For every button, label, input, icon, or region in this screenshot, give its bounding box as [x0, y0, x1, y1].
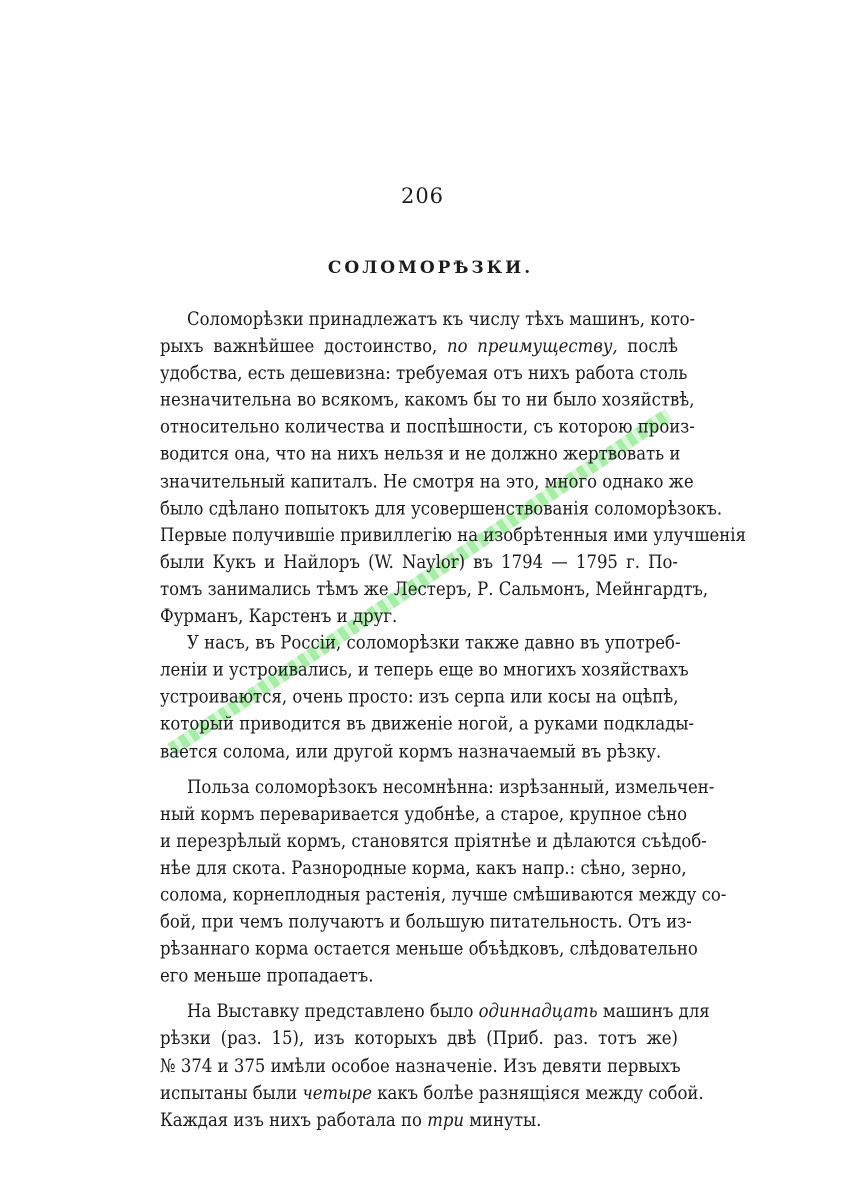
text-line: На Выставку представлено было одиннадцать машинъ для — [187, 1000, 710, 1023]
text-line: его меньше пропадаетъ. — [160, 964, 374, 987]
text-line: водится она, что на нихъ нельзя и не должно жертвовать и — [160, 443, 681, 465]
text-line: Соломорѣзки принадлежатъ къ числу тѣхъ машинъ, кото- — [187, 308, 696, 330]
text-line: относительно количества и поспѣшности, съ которою произ- — [160, 416, 695, 438]
text-line: испытаны были четыре какъ болѣе разнящіяся между собой. — [160, 1081, 704, 1104]
text-line: Фурманъ, Карстенъ и друг. — [160, 605, 398, 627]
section-title: СОЛОМОРѢЗКИ. — [327, 258, 534, 278]
text-line: рѣзаннаго корма остается меньше объѣдковъ, слѣдовательно — [160, 937, 698, 960]
text-line: значительный капиталъ. Не смотря на это, много однако же — [160, 470, 694, 492]
text-line: леніи и устроивались, и теперь еще во многихъ хозяйствахъ — [160, 659, 689, 681]
italic-phrase: четыре — [302, 1081, 372, 1104]
text-line: нѣе для скота. Разнородные корма, какъ напр.: сѣно, зерно, — [160, 856, 687, 879]
text-line: незначительна во всякомъ, какомъ бы то ни было хозяйствѣ, — [160, 389, 695, 411]
text-line: вается солома, или другой кормъ назначаемый въ рѣзку. — [160, 740, 662, 762]
text-line: бой, при чемъ получаютъ и большую питательность. Отъ из- — [160, 910, 692, 933]
text-line: томъ занимались тѣмъ же Лестеръ, Р. Сальмонъ, Мейнгардтъ, — [160, 578, 709, 600]
body-text — [160, 306, 746, 1133]
italic-phrase: одиннадцать — [478, 1000, 598, 1023]
text-line: Польза соломорѣзокъ несомнѣнна: изрѣзанный, измельчен- — [187, 775, 715, 798]
page-number: 206 — [400, 184, 445, 208]
text-line: были Кукъ и Найлоръ (W. Naylor) въ 1794 — 1795 г. По- — [160, 551, 678, 573]
text-line: было сдѣлано попытокъ для усовершенствованія соломорѣзокъ. — [160, 497, 723, 519]
paragraph-gap — [160, 990, 678, 999]
text-line: № 374 и 375 имѣли особое назначеніе. Изъ девяти первыхъ — [160, 1054, 681, 1077]
italic-phrase: три — [427, 1108, 465, 1131]
text-line: который приводится въ движеніе ногой, а руками подклады- — [160, 713, 695, 735]
text-line: удобства, есть дешевизна: требуемая отъ нихъ работа столь — [160, 362, 688, 384]
text-line: ный кормъ переваривается удобнѣе, а старое, крупное сѣно — [160, 802, 688, 825]
text-line: солома, корнеплодныя растенія, лучше смѣшиваются между со- — [160, 883, 727, 906]
italic-phrase: по преимуществу, — [446, 335, 618, 357]
text-line: Каждая изъ нихъ работала по три минуты. — [160, 1108, 542, 1131]
text-line: У насъ, въ Россіи, соломорѣзки также давно въ употреб- — [187, 632, 681, 654]
text-line: рыхъ важнѣйшее достоинство, по преимуществу, послѣ — [160, 335, 678, 357]
text-line: и перезрѣлый кормъ, становятся пріятнѣе и дѣлаются съѣдоб- — [160, 829, 707, 852]
text-line: рѣзки (раз. 15), изъ которыхъ двѣ (Приб. раз. тотъ же) — [160, 1027, 678, 1050]
paragraph-gap — [160, 765, 678, 774]
text-line: Первые получившіе привиллегію на изобрѣтенныя ими улучшенія — [160, 524, 746, 546]
text-line: устроиваются, очень просто: изъ серпа или косы на оцѣпѣ, — [160, 686, 679, 708]
